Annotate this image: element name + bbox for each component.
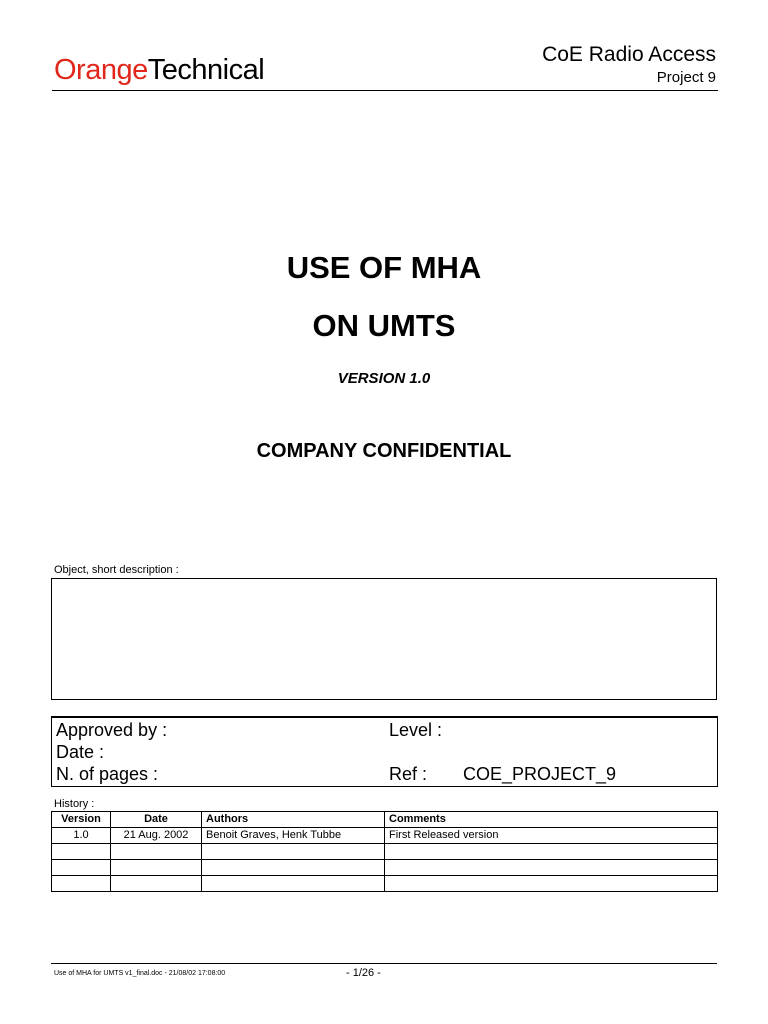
- cell-date: [111, 876, 202, 892]
- approval-block: [51, 716, 718, 787]
- page-header: [52, 40, 718, 91]
- cell-version: [52, 860, 111, 876]
- history-table: [51, 811, 718, 892]
- footer-filename: Use of MHA for UMTS v1_final.doc - 21/08/02 17:08:00: [54, 970, 226, 977]
- cell-authors: [202, 860, 385, 876]
- date-label: Date :: [56, 742, 105, 762]
- header-dept: CoE Radio Access: [542, 43, 716, 66]
- col-authors: Authors: [202, 812, 385, 828]
- cell-version: [52, 844, 111, 860]
- cell-authors: [202, 876, 385, 892]
- orange-technical-logo: [54, 54, 264, 87]
- logo-orange: Orange: [54, 54, 148, 86]
- footer-page-number: - 1/26 -: [346, 967, 381, 979]
- footer-divider: [51, 963, 717, 964]
- table-row: [52, 828, 718, 844]
- cell-authors: Benoit Graves, Henk Tubbe: [202, 828, 385, 844]
- cell-authors: [202, 844, 385, 860]
- table-row: [52, 876, 718, 892]
- header-project: Project 9: [656, 69, 716, 86]
- table-row: [52, 860, 718, 876]
- col-version: Version: [52, 812, 111, 828]
- doc-version: VERSION 1.0: [337, 370, 431, 387]
- history-label: History :: [54, 798, 95, 810]
- description-box: [51, 578, 717, 700]
- col-comments: Comments: [385, 812, 718, 828]
- table-row: [52, 844, 718, 860]
- cell-comments: [385, 876, 718, 892]
- approved-by-label: Approved by :: [56, 720, 168, 740]
- description-label: Object, short description :: [54, 564, 179, 576]
- cell-date: [111, 844, 202, 860]
- ref-label: Ref :: [389, 764, 428, 784]
- header-right: [542, 42, 716, 88]
- level-label: Level :: [389, 720, 443, 740]
- cell-date: [111, 860, 202, 876]
- confidential-label: COMPANY CONFIDENTIAL: [256, 440, 512, 462]
- doc-title-line1: USE OF MHA: [286, 250, 482, 285]
- cell-comments: [385, 860, 718, 876]
- doc-title-line2: ON UMTS: [312, 308, 456, 343]
- logo-technical: Technical: [147, 54, 265, 86]
- col-date: Date: [111, 812, 202, 828]
- ref-value: COE_PROJECT_9: [463, 764, 617, 784]
- cell-version: [52, 876, 111, 892]
- cell-comments: [385, 844, 718, 860]
- table-header-row: [52, 812, 718, 828]
- cell-date: 21 Aug. 2002: [111, 828, 202, 844]
- pages-label: N. of pages :: [56, 764, 159, 784]
- cell-comments: First Released version: [385, 828, 718, 844]
- cell-version: 1.0: [52, 828, 111, 844]
